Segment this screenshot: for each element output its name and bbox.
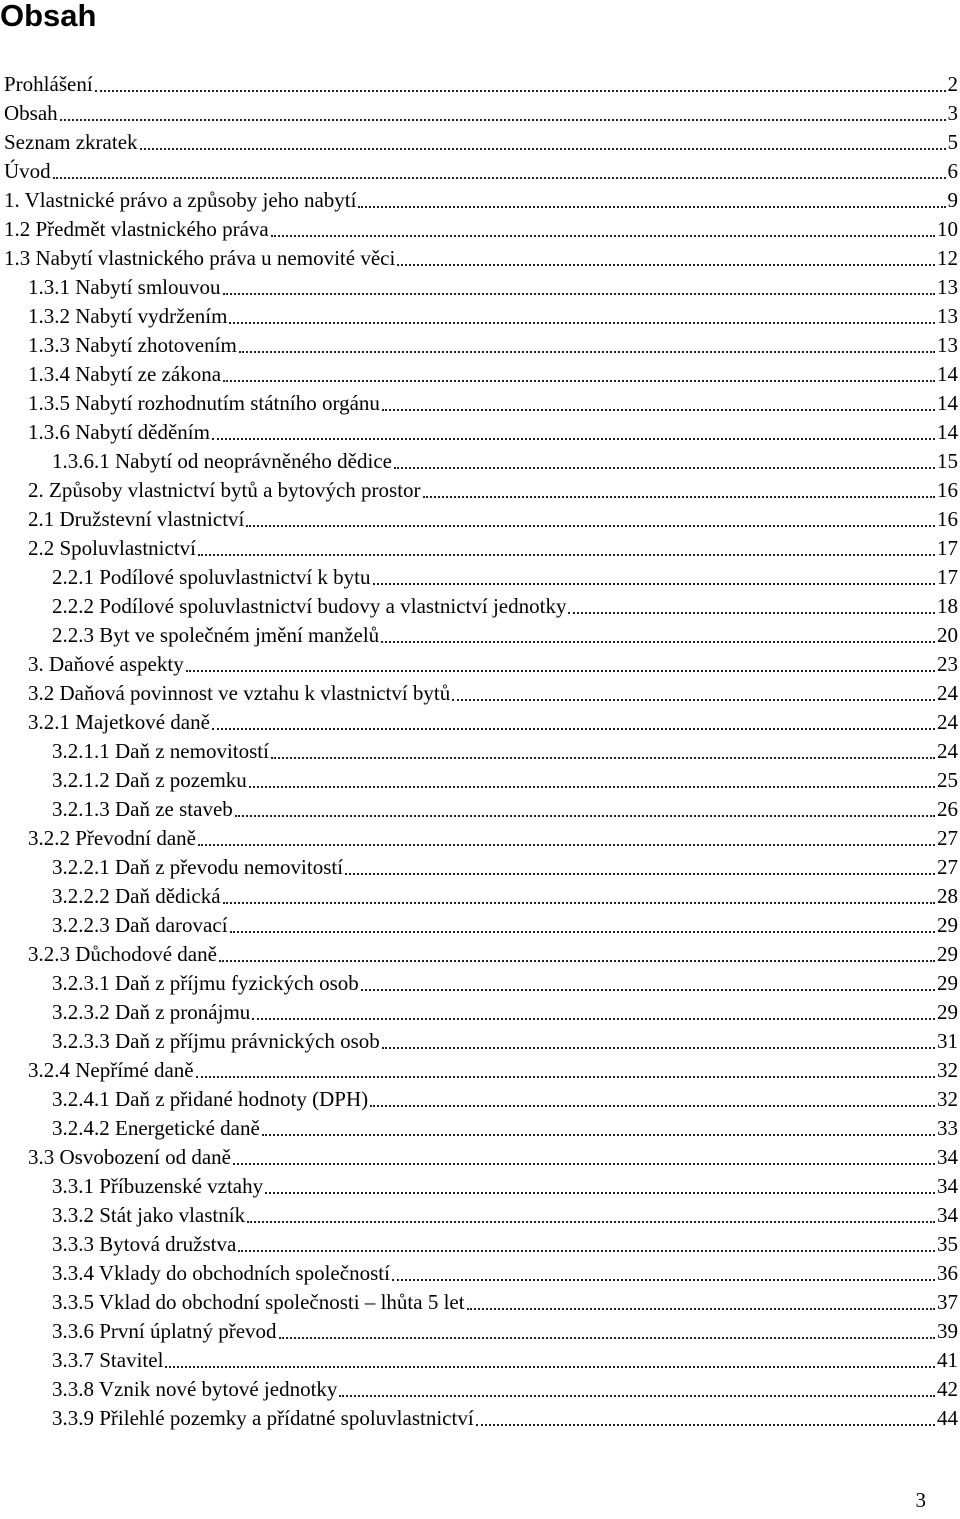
toc-entry-title: 2.1 Družstevní vlastnictví (28, 507, 245, 531)
toc-entry-page: 28 (937, 884, 958, 908)
toc-entry[interactable] (0, 1375, 958, 1404)
toc-entry[interactable] (0, 563, 958, 592)
toc-entry-page: 24 (937, 681, 958, 705)
toc-entry-page: 26 (937, 797, 958, 821)
toc-entry-title: 1.3 Nabytí vlastnického práva u nemovité věci (4, 246, 396, 270)
toc-entry[interactable] (0, 1085, 958, 1114)
toc-dot-leader (279, 1333, 935, 1339)
toc-entry-title: 2.2.3 Byt ve společném jmění manželů (52, 623, 380, 647)
toc-dot-leader (345, 869, 935, 875)
toc-entry-title: Obsah (4, 101, 58, 125)
toc-dot-leader (165, 1362, 935, 1368)
toc-dot-leader (452, 695, 935, 701)
toc-dot-leader (358, 202, 945, 208)
toc-entry[interactable] (0, 447, 958, 476)
toc-dot-leader (53, 173, 946, 179)
toc-entry-title: 3.3.7 Stavitel (52, 1348, 164, 1372)
toc-entry[interactable] (0, 650, 958, 679)
toc-entry[interactable] (0, 592, 958, 621)
toc-dot-leader (271, 231, 935, 237)
toc-entry-title: 1.3.6 Nabytí děděním (28, 420, 210, 444)
toc-entry[interactable] (0, 1114, 958, 1143)
toc-entry-title: 3.2.3.1 Daň z příjmu fyzických osob (52, 971, 359, 995)
toc-dot-leader (212, 434, 935, 440)
toc-entry-page: 13 (937, 333, 958, 357)
toc-entry[interactable] (0, 360, 958, 389)
toc-entry-title: 3.2.1.3 Daň ze staveb (52, 797, 233, 821)
toc-entry[interactable] (0, 273, 958, 302)
toc-entry-title: 3.2.4 Nepřímé daně (28, 1058, 194, 1082)
toc-entry[interactable] (0, 766, 958, 795)
toc-dot-leader (382, 1043, 935, 1049)
toc-entry-page: 2 (947, 72, 958, 96)
table-of-contents (0, 70, 958, 1433)
toc-entry-page: 33 (937, 1116, 958, 1140)
toc-entry[interactable] (0, 418, 958, 447)
toc-dot-leader (229, 318, 935, 324)
toc-dot-leader (233, 1159, 935, 1165)
toc-entry-title: 3.2.2.3 Daň darovací (52, 913, 228, 937)
toc-entry-title: 3.2.2.1 Daň z převodu nemovitostí (52, 855, 344, 879)
toc-entry-page: 16 (937, 507, 958, 531)
toc-entry-title: 3.3.6 První úplatný převod (52, 1319, 277, 1343)
toc-entry[interactable] (0, 1404, 958, 1433)
toc-entry[interactable] (0, 128, 958, 157)
toc-dot-leader (186, 666, 935, 672)
toc-entry[interactable] (0, 331, 958, 360)
toc-entry[interactable] (0, 882, 958, 911)
toc-dot-leader (382, 405, 935, 411)
toc-entry-title: 3. Daňové aspekty (28, 652, 184, 676)
toc-entry-title: 1.3.1 Nabytí smlouvou (28, 275, 221, 299)
toc-entry[interactable] (0, 534, 958, 563)
toc-dot-leader (212, 724, 935, 730)
toc-entry[interactable] (0, 1346, 958, 1375)
toc-entry[interactable] (0, 1259, 958, 1288)
toc-dot-leader (249, 782, 935, 788)
toc-entry[interactable] (0, 1172, 958, 1201)
toc-entry-title: 1.3.3 Nabytí zhotovením (28, 333, 237, 357)
toc-entry[interactable] (0, 302, 958, 331)
toc-entry-title: 3.3.5 Vklad do obchodní společnosti – lhůta 5 let (52, 1290, 465, 1314)
toc-entry-page: 20 (937, 623, 958, 647)
toc-entry-page: 3 (947, 101, 958, 125)
toc-entry[interactable] (0, 1201, 958, 1230)
toc-entry-title: Úvod (4, 159, 51, 183)
toc-entry-title: 2.2.1 Podílové spoluvlastnictví k bytu (52, 565, 371, 589)
toc-entry-page: 13 (937, 275, 958, 299)
toc-entry-page: 34 (937, 1174, 958, 1198)
toc-dot-leader (223, 289, 936, 295)
toc-dot-leader (198, 550, 935, 556)
toc-entry-page: 14 (937, 420, 958, 444)
toc-entry-page: 9 (947, 188, 958, 212)
toc-entry-title: 3.2.4.1 Daň z přidané hodnoty (DPH) (52, 1087, 369, 1111)
toc-entry-page: 29 (937, 1000, 958, 1024)
toc-entry-title: 3.2 Daňová povinnost ve vztahu k vlastnictví bytů (28, 681, 451, 705)
toc-entry[interactable] (0, 99, 958, 128)
toc-entry-title: 3.2.1.2 Daň z pozemku (52, 768, 247, 792)
toc-dot-leader (262, 1130, 935, 1136)
toc-entry[interactable] (0, 853, 958, 882)
toc-entry-title: 3.3.1 Příbuzenské vztahy (52, 1174, 264, 1198)
toc-entry-page: 36 (937, 1261, 958, 1285)
toc-entry-title: 1.3.6.1 Nabytí od neoprávněného dědice (52, 449, 392, 473)
toc-dot-leader (219, 956, 935, 962)
toc-entry-page: 12 (937, 246, 958, 270)
toc-entry[interactable] (0, 1143, 958, 1172)
toc-entry-page: 6 (947, 159, 958, 183)
toc-entry-title: 3.3.9 Přilehlé pozemky a přídatné spoluvlastnictví (52, 1406, 474, 1430)
toc-entry-page: 27 (937, 855, 958, 879)
toc-entry-title: 1. Vlastnické právo a způsoby jeho nabytí (4, 188, 357, 212)
toc-dot-leader (238, 1246, 935, 1252)
toc-entry[interactable] (0, 708, 958, 737)
toc-entry-title: 3.2.3.2 Daň z pronájmu (52, 1000, 251, 1024)
toc-dot-leader (373, 579, 936, 585)
toc-entry-page: 32 (937, 1058, 958, 1082)
toc-entry[interactable] (0, 1056, 958, 1085)
toc-entry-title: 3.3.3 Bytová družstva (52, 1232, 237, 1256)
toc-dot-leader (230, 927, 935, 933)
toc-entry[interactable] (0, 215, 958, 244)
toc-entry-title: 3.2.3.3 Daň z příjmu právnických osob (52, 1029, 380, 1053)
toc-entry-page: 13 (937, 304, 958, 328)
toc-dot-leader (423, 492, 935, 498)
toc-entry-page: 39 (937, 1319, 958, 1343)
toc-dot-leader (394, 463, 935, 469)
toc-dot-leader (196, 1072, 935, 1078)
toc-entry-title: 3.3.8 Vznik nové bytové jednotky (52, 1377, 338, 1401)
toc-entry[interactable] (0, 186, 958, 215)
toc-dot-leader (235, 811, 935, 817)
toc-dot-leader (246, 521, 935, 527)
toc-entry-title: Seznam zkratek (4, 130, 138, 154)
toc-entry-title: 3.3.2 Stát jako vlastník (52, 1203, 246, 1227)
toc-dot-leader (247, 1217, 935, 1223)
toc-dot-leader (397, 260, 935, 266)
toc-entry[interactable] (0, 157, 958, 186)
toc-entry-page: 42 (937, 1377, 958, 1401)
toc-entry-title: 2.2 Spoluvlastnictví (28, 536, 196, 560)
toc-entry-title: 3.2.3 Důchodové daně (28, 942, 217, 966)
toc-entry-page: 44 (937, 1406, 958, 1430)
toc-entry-page: 24 (937, 710, 958, 734)
toc-entry[interactable] (0, 389, 958, 418)
toc-entry[interactable] (0, 795, 958, 824)
toc-entry-page: 17 (937, 565, 958, 589)
toc-entry-page: 15 (937, 449, 958, 473)
toc-dot-leader (140, 144, 946, 150)
toc-entry-title: 1.3.2 Nabytí vydržením (28, 304, 228, 328)
toc-entry-title: 3.2.2 Převodní daně (28, 826, 196, 850)
toc-entry-title: 2.2.2 Podílové spoluvlastnictví budovy a vlastnictví jednotky (52, 594, 567, 618)
toc-entry-page: 37 (937, 1290, 958, 1314)
toc-dot-leader (198, 840, 935, 846)
toc-entry-page: 31 (937, 1029, 958, 1053)
toc-entry[interactable] (0, 737, 958, 766)
toc-entry-page: 29 (937, 913, 958, 937)
toc-entry-title: 3.2.4.2 Energetické daně (52, 1116, 260, 1140)
toc-entry-title: 3.3 Osvobození od daně (28, 1145, 231, 1169)
page-title: Obsah (0, 0, 97, 33)
toc-entry-title: 2. Způsoby vlastnictví bytů a bytových prostor (28, 478, 421, 502)
toc-dot-leader (361, 985, 935, 991)
toc-entry-title: 3.2.1 Majetkové daně (28, 710, 210, 734)
toc-entry-page: 14 (937, 391, 958, 415)
toc-entry-title: 3.2.1.1 Daň z nemovitostí (52, 739, 269, 763)
toc-dot-leader (476, 1420, 935, 1426)
toc-entry-title: 1.2 Předmět vlastnického práva (4, 217, 269, 241)
toc-entry-title: Prohlášení (4, 72, 93, 96)
toc-entry-page: 17 (937, 536, 958, 560)
toc-entry-title: 1.3.5 Nabytí rozhodnutím státního orgánu (28, 391, 380, 415)
toc-entry[interactable] (0, 940, 958, 969)
toc-entry-page: 27 (937, 826, 958, 850)
page-number: 3 (915, 1488, 926, 1512)
toc-entry[interactable] (0, 621, 958, 650)
toc-entry-page: 10 (937, 217, 958, 241)
toc-entry[interactable] (0, 476, 958, 505)
toc-entry[interactable] (0, 824, 958, 853)
toc-entry-page: 16 (937, 478, 958, 502)
toc-entry[interactable] (0, 969, 958, 998)
toc-entry[interactable] (0, 1230, 958, 1259)
toc-entry-page: 18 (937, 594, 958, 618)
toc-entry[interactable] (0, 998, 958, 1027)
toc-entry[interactable] (0, 505, 958, 534)
toc-entry-page: 35 (937, 1232, 958, 1256)
toc-dot-leader (223, 898, 935, 904)
toc-dot-leader (60, 115, 946, 121)
toc-entry-page: 41 (937, 1348, 958, 1372)
toc-entry[interactable] (0, 244, 958, 273)
toc-entry-page: 14 (937, 362, 958, 386)
toc-entry[interactable] (0, 679, 958, 708)
toc-entry-page: 34 (937, 1203, 958, 1227)
toc-entry-page: 29 (937, 942, 958, 966)
toc-dot-leader (339, 1391, 935, 1397)
toc-dot-leader (568, 608, 935, 614)
toc-dot-leader (252, 1014, 935, 1020)
toc-dot-leader (392, 1275, 935, 1281)
toc-entry-page: 24 (937, 739, 958, 763)
toc-dot-leader (467, 1304, 935, 1310)
toc-entry-title: 1.3.4 Nabytí ze zákona (28, 362, 222, 386)
toc-entry-title: 3.2.2.2 Daň dědická (52, 884, 221, 908)
toc-entry[interactable] (0, 1288, 958, 1317)
toc-entry-page: 29 (937, 971, 958, 995)
toc-entry[interactable] (0, 911, 958, 940)
toc-dot-leader (271, 753, 935, 759)
toc-dot-leader (239, 347, 935, 353)
toc-dot-leader (370, 1101, 935, 1107)
toc-entry-page: 34 (937, 1145, 958, 1169)
toc-entry-page: 25 (937, 768, 958, 792)
toc-dot-leader (381, 637, 935, 643)
toc-dot-leader (223, 376, 935, 382)
toc-entry-page: 32 (937, 1087, 958, 1111)
toc-entry-page: 5 (947, 130, 958, 154)
toc-entry-title: 3.3.4 Vklady do obchodních společností (52, 1261, 390, 1285)
toc-entry[interactable] (0, 70, 958, 99)
toc-dot-leader (95, 86, 946, 92)
toc-entry-page: 23 (937, 652, 958, 676)
toc-entry[interactable] (0, 1317, 958, 1346)
toc-dot-leader (265, 1188, 935, 1194)
toc-entry[interactable] (0, 1027, 958, 1056)
